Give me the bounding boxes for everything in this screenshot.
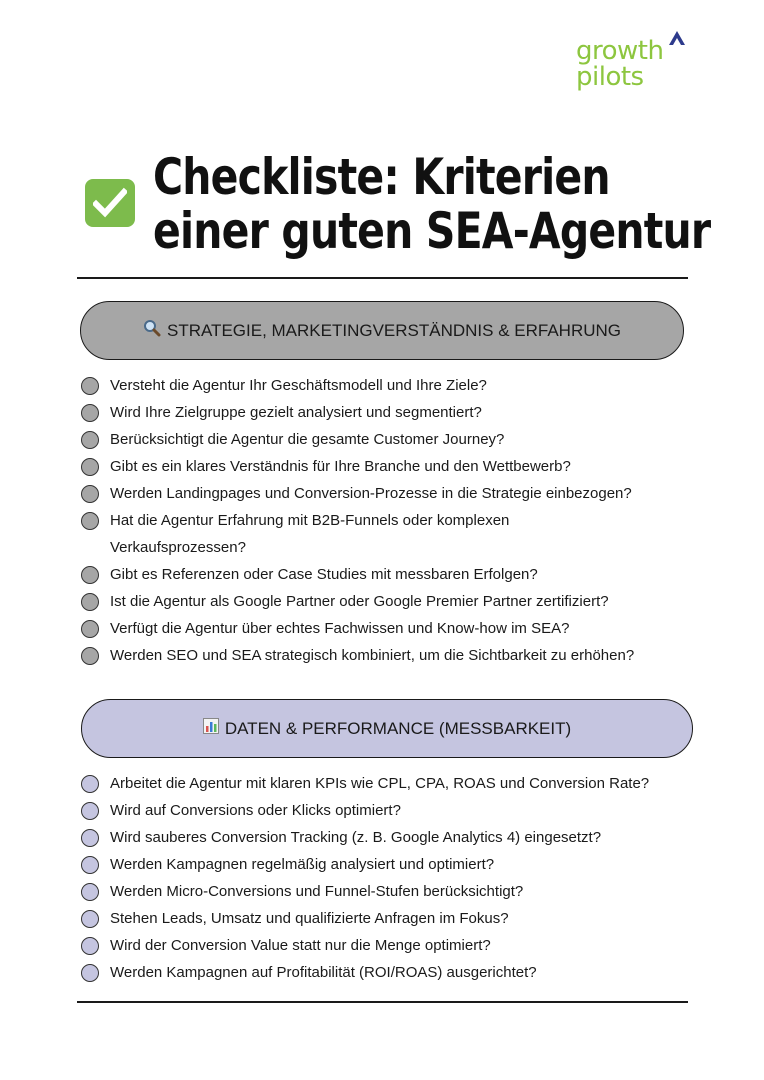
checklist-item-text: Werden SEO und SEA strategisch kombiniert, um die Sichtbarkeit zu erhöhen?	[110, 647, 635, 664]
checkbox-circle[interactable]	[81, 937, 99, 955]
checklist-item	[80, 507, 570, 561]
page-title	[153, 148, 711, 260]
checklist-item	[80, 615, 700, 642]
checkbox-circle[interactable]	[81, 593, 99, 611]
section-heading-text: STRATEGIE, MARKETINGVERSTÄNDNIS & ERFAHRUNG	[166, 320, 622, 340]
checklist-item-text: Wird sauberes Conversion Tracking (z. B. Google Analytics 4) eingesetzt?	[110, 829, 602, 846]
checklist-item	[80, 959, 700, 986]
checklist-item	[80, 399, 700, 426]
check-mark-icon	[85, 179, 135, 227]
performance-checklist	[80, 770, 700, 986]
checklist-item	[80, 372, 700, 399]
checkbox-circle[interactable]	[81, 377, 99, 395]
section-heading-strategy	[80, 301, 684, 360]
strategy-checklist	[80, 372, 700, 669]
checkbox-circle[interactable]	[81, 829, 99, 847]
checkbox-circle[interactable]	[81, 856, 99, 874]
checkbox-circle[interactable]	[81, 647, 99, 665]
checklist-item	[80, 824, 700, 851]
checkbox-circle[interactable]	[81, 883, 99, 901]
checklist-item	[80, 905, 700, 932]
section-heading-text: DATEN & PERFORMANCE (MESSBARKEIT)	[224, 718, 572, 738]
checklist-item-text: Werden Landingpages und Conversion-Prozesse in die Strategie einbezogen?	[110, 485, 632, 502]
title-line-2: einer guten SEA-Agentur	[153, 202, 711, 260]
checklist-item-text: Arbeitet die Agentur mit klaren KPIs wie CPL, CPA, ROAS und Conversion Rate?	[110, 775, 650, 792]
checklist-item	[80, 642, 700, 669]
logo-word-pilots: pilots	[576, 62, 644, 92]
checklist-item	[80, 851, 700, 878]
checkbox-circle[interactable]	[81, 512, 99, 530]
checklist-item-text: Verfügt die Agentur über echtes Fachwissen und Know-how im SEA?	[110, 620, 570, 637]
magnifier-icon	[143, 319, 161, 342]
checkbox-circle[interactable]	[81, 458, 99, 476]
checklist-item	[80, 588, 700, 615]
section-heading-performance	[81, 699, 693, 758]
checklist-item-text: Gibt es ein klares Verständnis für Ihre Branche und den Wettbewerb?	[110, 458, 571, 475]
checklist-item-text: Versteht die Agentur Ihr Geschäftsmodell und Ihre Ziele?	[110, 377, 487, 394]
checklist-item-text: Wird der Conversion Value statt nur die Menge optimiert?	[110, 937, 491, 954]
checklist-item	[80, 426, 700, 453]
checkbox-circle[interactable]	[81, 802, 99, 820]
checkbox-circle[interactable]	[81, 775, 99, 793]
checklist-item-text: Wird Ihre Zielgruppe gezielt analysiert und segmentiert?	[110, 404, 482, 421]
checklist-item-text: Gibt es Referenzen oder Case Studies mit messbaren Erfolgen?	[110, 566, 538, 583]
checklist-item	[80, 453, 700, 480]
checkbox-circle[interactable]	[81, 566, 99, 584]
checklist-item	[80, 561, 700, 588]
checklist-item	[80, 770, 700, 797]
checklist-item-text: Wird auf Conversions oder Klicks optimiert?	[110, 802, 401, 819]
checklist-item	[80, 878, 700, 905]
checklist-item-text: Berücksichtigt die Agentur die gesamte Customer Journey?	[110, 431, 505, 448]
checkbox-circle[interactable]	[81, 431, 99, 449]
checklist-item	[80, 932, 700, 959]
bottom-divider	[77, 1001, 688, 1003]
logo-arrow-icon	[668, 30, 686, 46]
checklist-item-text: Werden Kampagnen auf Profitabilität (ROI/ROAS) ausgerichtet?	[110, 964, 537, 981]
checkbox-circle[interactable]	[81, 964, 99, 982]
bar-chart-icon	[203, 718, 219, 739]
checkbox-circle[interactable]	[81, 910, 99, 928]
checklist-item-text: Hat die Agentur Erfahrung mit B2B-Funnels oder komplexen Verkaufsprozessen?	[110, 512, 510, 556]
checklist-item	[80, 480, 700, 507]
top-divider	[77, 277, 688, 279]
checklist-item-text: Ist die Agentur als Google Partner oder Google Premier Partner zertifiziert?	[110, 593, 609, 610]
checkbox-circle[interactable]	[81, 404, 99, 422]
growth-pilots-logo	[576, 32, 696, 98]
checklist-item	[80, 797, 700, 824]
checklist-item-text: Stehen Leads, Umsatz und qualifizierte Anfragen im Fokus?	[110, 910, 509, 927]
title-line-1: Checkliste: Kriterien	[153, 148, 610, 206]
logo-word-growth: growth	[576, 36, 664, 66]
checkbox-circle[interactable]	[81, 485, 99, 503]
checklist-item-text: Werden Kampagnen regelmäßig analysiert und optimiert?	[110, 856, 495, 873]
checkbox-circle[interactable]	[81, 620, 99, 638]
checklist-item-text: Werden Micro-Conversions und Funnel-Stufen berücksichtigt?	[110, 883, 524, 900]
